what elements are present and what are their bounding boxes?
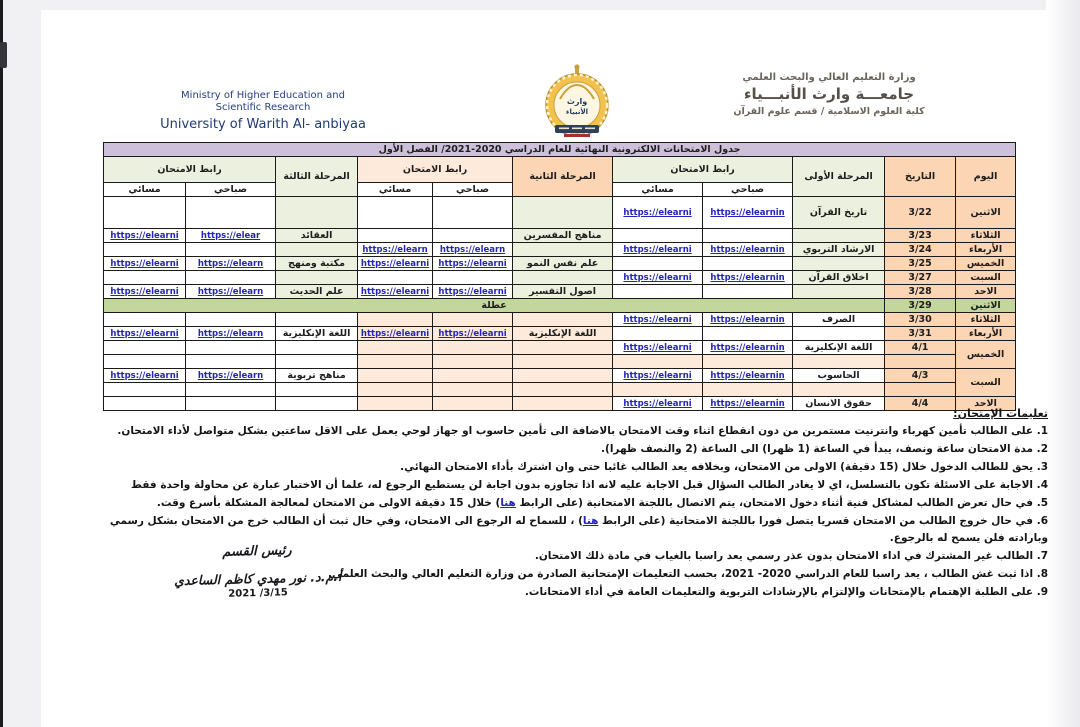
subject-cell (793, 229, 885, 243)
link-cell (433, 383, 513, 397)
link-cell (613, 341, 703, 355)
day-cell: السبت (956, 369, 1016, 397)
date-cell: 3/30 (885, 313, 956, 327)
ministry-en-line1: Ministry of Higher Education and (181, 90, 345, 101)
exam-link[interactable]: https://elearnin (710, 343, 785, 353)
col-header-exam-link-2: رابط الامتحان (358, 157, 513, 183)
subject-cell: مكتبة ومنهج (276, 257, 358, 271)
subject-cell: مناهج تربوية (276, 369, 358, 383)
day-cell: الخميس (956, 257, 1016, 271)
day-cell: الاحد (956, 285, 1016, 299)
schedule-row (104, 243, 1016, 257)
link-cell (104, 383, 186, 397)
link-cell (104, 341, 186, 355)
exam-link[interactable]: https://elearn (197, 259, 264, 269)
link-cell (104, 271, 186, 285)
exam-link[interactable]: https://elearnin (710, 371, 785, 381)
link-cell (703, 341, 793, 355)
exam-link[interactable]: https://elearni (110, 231, 179, 241)
date-cell: 4/1 (885, 341, 956, 355)
link-cell (433, 257, 513, 271)
col-header-stage2: المرحلة الثانية (513, 157, 613, 197)
subject-cell (513, 383, 613, 397)
link-cell (703, 327, 793, 341)
letterhead-english (158, 90, 368, 133)
subject-cell: علم الحديث (276, 285, 358, 299)
exam-link[interactable]: https://elearni (438, 259, 507, 269)
exam-link[interactable]: https://elearn (197, 371, 264, 381)
link-cell (358, 197, 433, 229)
subheader-morning-2: صباحي (433, 183, 513, 197)
link-cell (186, 243, 276, 257)
link-cell (186, 271, 276, 285)
subject-cell (513, 369, 613, 383)
day-cell: الثلاثاء (956, 229, 1016, 243)
exam-link[interactable]: https://elear (200, 231, 261, 241)
exam-link[interactable]: https://elearni (360, 259, 430, 269)
date-cell (885, 383, 956, 397)
link-cell (703, 229, 793, 243)
instruction-item: 1. على الطالب تأمين كهرباء وانترنيت مستمرين من دون انقطاع اثناء وقت الامتحان بالاضافة الى تأمين حاسوب او جهاز لوحي يعمل على الاقل ساعتين بشكل متواصل لأداء الامتحان. (117, 425, 1048, 437)
instruction-item: 4. الاجابة على الاسئلة تكون بالتسلسل، اي لا يغادر الطالب السؤال قبل الاجابة عليه لانه اذا تجاوزه بدون اجابة لن يستطيع الرجوع له، علما أن الاختبار عبارة عن محاولة واحدة فقط (131, 479, 1048, 491)
schedule-row (104, 341, 1016, 355)
subject-cell: اللغة الإنكليزية (513, 327, 613, 341)
subject-cell (276, 341, 358, 355)
link-cell (433, 369, 513, 383)
instructions-title: تعليمات الإمتحان: (953, 407, 1048, 420)
link-cell (358, 369, 433, 383)
day-cell: الأربعاء (956, 243, 1016, 257)
date-cell: 4/3 (885, 369, 956, 383)
link-cell (613, 327, 703, 341)
university-en: University of Warith Al- anbiyaa (160, 117, 366, 132)
link-cell (186, 327, 276, 341)
link-cell (433, 229, 513, 243)
schedule-row (104, 299, 1016, 313)
subject-cell: مناهج المفسرين (513, 229, 613, 243)
link-cell (703, 257, 793, 271)
subject-cell (276, 243, 358, 257)
day-cell: الثلاثاء (956, 313, 1016, 327)
instruction-item: 7. الطالب غير المشترك في اداء الامتحان بدون عذر رسمي يعد راسبا بالغياب في مادة ذلك الامتحان. (534, 550, 1048, 562)
exam-link[interactable]: https://elearni (360, 329, 430, 339)
subject-cell: الحاسوب (793, 369, 885, 383)
exam-link[interactable]: https://elearni (623, 399, 692, 409)
link-cell (703, 271, 793, 285)
date-cell: 3/29 (885, 299, 956, 313)
exam-link[interactable]: https://elearnin (710, 208, 785, 218)
exam-link[interactable]: https://elearni (623, 315, 692, 325)
college-ar: كلية العلوم الاسلامية / قسم علوم القرآن (733, 106, 925, 117)
link-cell (104, 197, 186, 229)
link-cell (186, 341, 276, 355)
university-seal-icon (540, 63, 614, 141)
link-cell (703, 369, 793, 383)
subject-cell: الارشاد التربوي (793, 243, 885, 257)
date-cell: 3/27 (885, 271, 956, 285)
signature-block (149, 541, 365, 602)
subject-cell (276, 383, 358, 397)
link-cell (104, 327, 186, 341)
link-cell (613, 369, 703, 383)
here-link[interactable]: هنا (582, 515, 599, 527)
exam-link[interactable]: https://elearnin (710, 273, 785, 283)
link-cell (104, 257, 186, 271)
university-logo (540, 63, 614, 141)
subject-cell (793, 257, 885, 271)
link-cell (186, 369, 276, 383)
subject-cell (513, 271, 613, 285)
day-cell: الأربعاء (956, 327, 1016, 341)
instruction-item: 3. يحق للطالب الدخول خلال (15 دقيقة) الاولى من الامتحان، وبخلافه يعد الطالب غائبا حتى وان اشترك بأداء الامتحان النهائي. (400, 461, 1048, 473)
exam-link[interactable]: https://elearnin (710, 245, 785, 255)
instruction-item: 5. في حال تعرض الطالب لمشاكل فنية أثناء دخول الامتحان، يتم الاتصال باللجنة الامتحانية (على الرابط هنا) خلال 15 دقيقة الاولى من الامتحان لمعالجة المشكلة بأسرع وقت. (156, 497, 1048, 509)
link-cell (613, 383, 703, 397)
link-cell (186, 383, 276, 397)
exam-link[interactable]: https://elearni (438, 287, 507, 297)
subject-cell (513, 313, 613, 327)
link-cell (358, 271, 433, 285)
link-cell (186, 313, 276, 327)
link-cell (358, 285, 433, 299)
col-header-stage1: المرحلة الأولى (793, 157, 885, 197)
holiday-cell: عطلة (104, 299, 885, 313)
exam-link[interactable]: https://elearni (623, 371, 692, 381)
link-cell (358, 355, 433, 369)
link-cell (358, 257, 433, 271)
link-cell (186, 285, 276, 299)
link-cell (613, 271, 703, 285)
link-cell (433, 271, 513, 285)
schedule-row (104, 229, 1016, 243)
scan-top-band (3, 0, 1080, 10)
subject-cell: اللغة الإنكليزية (276, 327, 358, 341)
link-cell (433, 313, 513, 327)
exam-link[interactable]: https://elearnin (710, 399, 785, 409)
subject-cell (513, 341, 613, 355)
schedule-row (104, 197, 1016, 229)
instruction-item: 2. مدة الامتحان ساعة ونصف، يبدأ في الساعة (1 ظهرا) الى الساعة (2 والنصف ظهرا). (601, 443, 1048, 455)
col-header-exam-link-3: رابط الامتحان (104, 157, 276, 183)
link-cell (703, 313, 793, 327)
link-cell (104, 229, 186, 243)
ministry-en-line2: Scientific Research (215, 102, 311, 113)
date-cell: 3/24 (885, 243, 956, 257)
date-cell: 3/31 (885, 327, 956, 341)
link-cell (613, 229, 703, 243)
exam-link[interactable]: https://elearni (438, 329, 507, 339)
scan-right-band (1046, 0, 1080, 727)
link-cell (433, 341, 513, 355)
link-cell (433, 355, 513, 369)
day-cell: الاثنين (956, 197, 1016, 229)
schedule-row (104, 313, 1016, 327)
svg-text:الأنبياء: الأنبياء (565, 108, 589, 116)
subject-cell (793, 355, 885, 369)
svg-text:وارث: وارث (566, 97, 588, 106)
exam-schedule-table (103, 142, 1016, 411)
subject-cell (276, 271, 358, 285)
day-cell: الاحد (956, 397, 1016, 411)
scan-left-band (3, 0, 41, 727)
subject-cell (513, 197, 613, 229)
date-cell: 3/28 (885, 285, 956, 299)
ministry-ar: وزارة التعليم العالي والبحث العلمي (742, 72, 916, 83)
link-cell (186, 355, 276, 369)
link-cell (613, 285, 703, 299)
subject-cell: حقوق الانسان (793, 397, 885, 411)
exam-link[interactable]: https://elearni (110, 287, 179, 297)
link-cell (703, 197, 793, 229)
schedule-row (104, 327, 1016, 341)
schedule-row (104, 355, 1016, 369)
link-cell (104, 285, 186, 299)
subheader-evening-1: مسائي (613, 183, 703, 197)
day-cell: الاثنين (956, 299, 1016, 313)
link-cell (433, 197, 513, 229)
link-cell (358, 229, 433, 243)
subject-cell (793, 327, 885, 341)
subject-cell: العقائد (276, 229, 358, 243)
link-cell (703, 243, 793, 257)
subject-cell: اصول التفسير (513, 285, 613, 299)
subject-cell: تاريخ القرآن (793, 197, 885, 229)
exam-link[interactable]: https://elearn (197, 287, 264, 297)
link-cell (358, 383, 433, 397)
link-cell (613, 313, 703, 327)
link-cell (613, 197, 703, 229)
subheader-evening-2: مسائي (358, 183, 433, 197)
link-cell (358, 327, 433, 341)
exam-link[interactable]: https://elearni (623, 245, 692, 255)
link-cell (104, 243, 186, 257)
subject-cell: علم نفس النمو (513, 257, 613, 271)
link-cell (703, 383, 793, 397)
exam-link[interactable]: https://elearni (110, 259, 179, 269)
subject-cell (276, 197, 358, 229)
subheader-morning-3: صباحي (186, 183, 276, 197)
col-header-date: التاريخ (885, 157, 956, 197)
schedule-row (104, 257, 1016, 271)
col-header-exam-link-1: رابط الامتحان (613, 157, 793, 183)
subject-cell: اخلاق القرآن (793, 271, 885, 285)
schedule-row (104, 383, 1016, 397)
letterhead-arabic (695, 72, 963, 117)
exam-link[interactable]: https://elearni (360, 287, 430, 297)
subject-cell: اللغة الإنكليزية (793, 341, 885, 355)
subject-cell (793, 383, 885, 397)
signature-date: 2021 /3/15 (228, 587, 288, 600)
subject-cell (513, 355, 613, 369)
here-link[interactable]: هنا (500, 497, 516, 509)
link-cell (358, 313, 433, 327)
exam-link[interactable]: https://elearni (623, 273, 692, 283)
link-cell (703, 285, 793, 299)
exam-link[interactable]: https://elearn (439, 245, 506, 255)
day-cell: السبت (956, 271, 1016, 285)
signature-name: أ.م.د. نور مهدي كاظم الساعدي (173, 568, 342, 589)
exam-link[interactable]: https://elearni (623, 343, 692, 353)
subheader-morning-1: صباحي (703, 183, 793, 197)
scan-smudge (0, 42, 7, 68)
link-cell (186, 229, 276, 243)
link-cell (104, 313, 186, 327)
day-cell: الخميس (956, 341, 1016, 369)
schedule-row (104, 369, 1016, 383)
subject-cell (793, 285, 885, 299)
date-cell: 3/22 (885, 197, 956, 229)
link-cell (613, 243, 703, 257)
col-header-stage3: المرحلة الثالثة (276, 157, 358, 197)
subject-cell (513, 243, 613, 257)
subject-cell: الصرف (793, 313, 885, 327)
subject-cell (276, 313, 358, 327)
subheader-evening-3: مسائي (104, 183, 186, 197)
link-cell (104, 355, 186, 369)
date-cell: 4/4 (885, 397, 956, 411)
col-header-day: اليوم (956, 157, 1016, 197)
date-cell (885, 355, 956, 369)
link-cell (433, 327, 513, 341)
link-cell (186, 197, 276, 229)
signature-role: رئيس القسم (222, 543, 292, 560)
date-cell: 3/23 (885, 229, 956, 243)
exam-link[interactable]: https://elearnin (710, 315, 785, 325)
instruction-item: 6. في حال خروج الطالب من الامتحان قسريا يتصل فورا باللجنة الامتحانية (على الرابط هنا) ، للسماح له الرجوع الى الامتحان، وفي حال ثبت أن الطالب خرج من الامتحان بشكل رسمي وبارادته فلن يسمح له بالرجوع. (109, 515, 1048, 544)
subject-cell (276, 355, 358, 369)
exam-link[interactable]: https://elearn (197, 329, 264, 339)
link-cell (358, 243, 433, 257)
link-cell (613, 355, 703, 369)
link-cell (703, 355, 793, 369)
schedule-row (104, 271, 1016, 285)
link-cell (104, 369, 186, 383)
instruction-item: 8. اذا ثبت غش الطالب ، يعد راسبا للعام الدراسي 2020- 2021، بحسب التعليمات الإمتحانية الصادرة من وزارة التعليم العالي والبحث العلمي. (327, 568, 1048, 580)
link-cell (433, 243, 513, 257)
exam-link[interactable]: https://elearni (110, 329, 179, 339)
link-cell (358, 341, 433, 355)
exam-link[interactable]: https://elearni (110, 371, 179, 381)
exam-link[interactable]: https://elearni (623, 208, 692, 218)
link-cell (613, 257, 703, 271)
exam-link[interactable]: https://elearn (362, 245, 428, 255)
date-cell: 3/25 (885, 257, 956, 271)
schedule-row (104, 285, 1016, 299)
link-cell (186, 257, 276, 271)
university-ar: جامعـــة وارث الأنبـــياء (743, 85, 915, 103)
link-cell (433, 285, 513, 299)
table-title: جدول الامتحانات الالكترونية النهائية للعام الدراسي 2020-2021/ الفصل الأول (104, 143, 1016, 157)
instruction-item: 9. على الطلبة الإهتمام بالإمتحانات والإلتزام بالإرشادات التربوية والتعليمات العامة في أداء الامتحانات. (524, 586, 1048, 598)
